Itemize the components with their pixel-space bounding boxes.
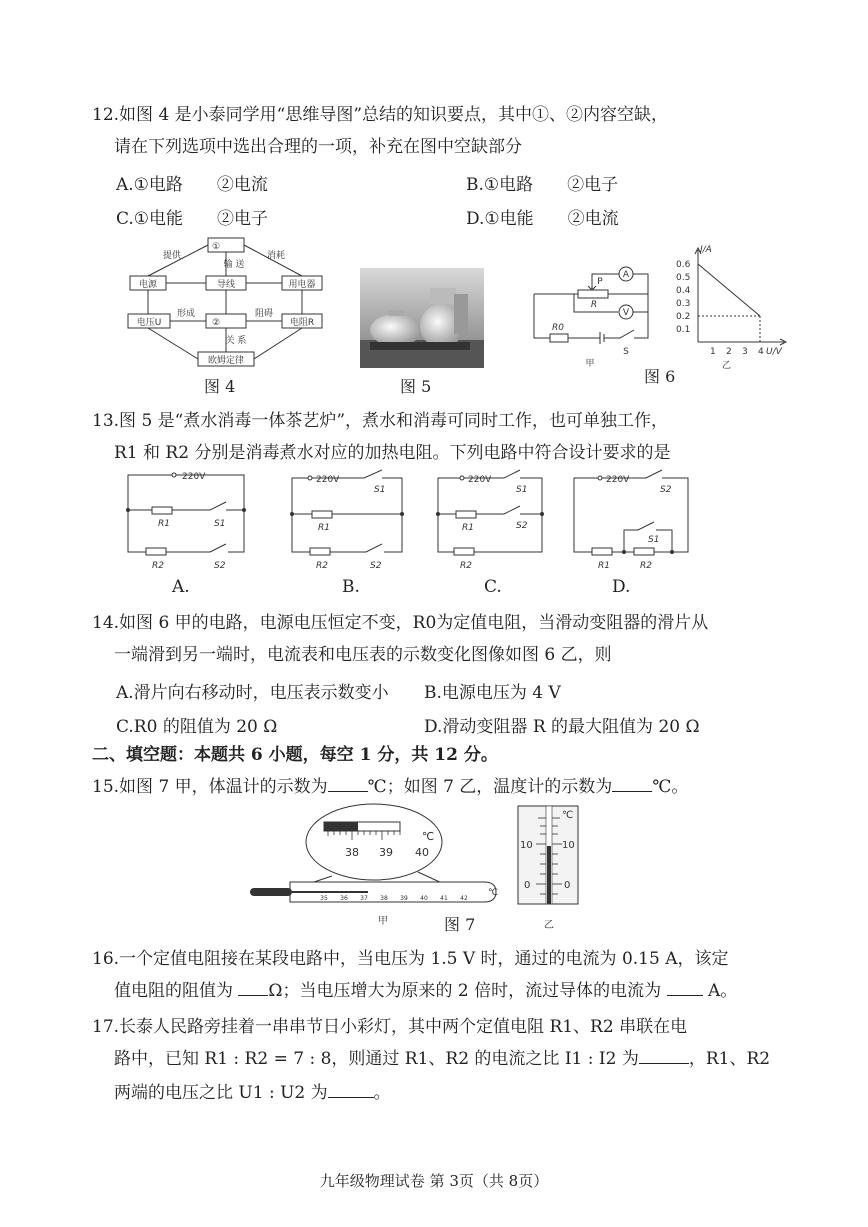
fig6-ammeter: A xyxy=(622,270,630,280)
circuit-c-r1: R1 xyxy=(462,523,474,533)
fig6-x-tick: 3 xyxy=(742,347,748,357)
fig7-small-tick: 35 xyxy=(320,895,328,902)
q12-line2: 请在下列选项中选出合理的一项，补充在图中空缺部分 xyxy=(114,137,522,157)
fig7-small-celsius: ℃ xyxy=(488,888,499,898)
q12-option-a: A.①电路 ②电流 xyxy=(116,175,268,195)
circuit-a-r1: R1 xyxy=(158,519,170,529)
fig6-yi: 乙 xyxy=(722,361,732,370)
fig6-y-tick: 0.1 xyxy=(676,325,691,335)
page-footer: 九年级物理试卷 第 3页（共 8页） xyxy=(319,1172,549,1190)
circuit-option-c xyxy=(432,468,548,578)
fig4-wire: 导线 xyxy=(216,280,236,290)
fig6-s: S xyxy=(623,347,629,357)
circuit-b-r1: R1 xyxy=(318,523,330,533)
circuit-d-s1: S1 xyxy=(648,535,660,545)
circuit-c-r2: R2 xyxy=(460,561,472,571)
fig6-r0: R0 xyxy=(552,323,564,333)
fig6-y-tick: 0.3 xyxy=(676,299,691,309)
circuit-c-label: C. xyxy=(484,577,502,597)
fig4-label: 图 4 xyxy=(204,377,236,396)
fig4-ohm: 欧姆定律 xyxy=(207,356,245,366)
fig7-zoom-celsius: ℃ xyxy=(421,830,435,843)
fig7-small-tick: 42 xyxy=(460,895,468,902)
fig6-x-axis: U/V xyxy=(766,347,782,357)
fig6-label: 图 6 xyxy=(644,367,676,386)
circuit-a-s2: S2 xyxy=(214,561,226,571)
fig4-appliance: 用电器 xyxy=(288,280,316,290)
fig4-voltage: 电压U xyxy=(136,318,162,328)
circuit-d-s2: S2 xyxy=(660,485,672,495)
circuit-b-r2: R2 xyxy=(316,561,328,571)
fig7-small-tick: 41 xyxy=(440,895,448,902)
fig4-consume: 消耗 xyxy=(266,251,286,261)
fig6-y-tick: 0.4 xyxy=(676,286,691,296)
figure-4-mind-map xyxy=(124,236,328,370)
q13-line2: R1 和 R2 分别是消毒煮水对应的加热电阻。下列电路中符合设计要求的是 xyxy=(114,443,671,463)
q14-line2: 一端滑到另一端时，电流表和电压表的示数变化图像如图 6 乙，则 xyxy=(114,645,612,665)
fig7-therm-tick-right: 0 xyxy=(564,880,571,891)
fig6-y-tick: 0.6 xyxy=(676,260,691,270)
figure-5-tea-stove-photo xyxy=(360,268,484,368)
circuit-option-b xyxy=(286,468,410,578)
circuit-a-r2: R2 xyxy=(152,561,164,571)
q16-text-a: 值电阻的阻值为 xyxy=(114,981,233,1001)
fig7-therm-celsius: ℃ xyxy=(562,810,574,821)
circuit-b-s2: S2 xyxy=(370,561,382,571)
q14-option-c: C.R0 的阻值为 20 Ω xyxy=(116,717,278,737)
circuit-c-volt: 220V xyxy=(468,475,492,485)
fig4-source: 电源 xyxy=(138,280,158,290)
q14-option-b: B.电源电压为 4 V xyxy=(424,683,561,703)
q17-text-d: 。 xyxy=(373,1083,391,1103)
fig6-p: P xyxy=(597,277,603,287)
fig7-zoom-tick: 39 xyxy=(379,846,393,859)
fig6-jia: 甲 xyxy=(585,359,595,369)
fig7-yi: 乙 xyxy=(544,920,554,931)
fig4-hinder: 阻碍 xyxy=(254,309,274,319)
circuit-b-volt: 220V xyxy=(316,475,340,485)
fig7-small-tick: 39 xyxy=(400,895,408,902)
q15-line xyxy=(92,770,688,804)
circuit-d-label: D. xyxy=(612,577,631,597)
fig6-y-tick: 0.2 xyxy=(676,312,691,322)
q12-option-c: C.①电能 ②电子 xyxy=(116,209,269,229)
fig7-small-tick: 38 xyxy=(380,895,388,902)
fig6-x-tick: 4 xyxy=(758,347,764,357)
fig4-transport: 输 送 xyxy=(223,260,245,270)
circuit-b-label: B. xyxy=(342,577,360,597)
fig7-therm-tick-left: 10 xyxy=(520,840,533,851)
figure-6-circuit xyxy=(530,262,670,370)
figure-6-graph xyxy=(672,244,792,370)
fig7-therm-tick-right: 10 xyxy=(562,840,575,851)
q16-text-c: A。 xyxy=(707,981,738,1001)
q17-blank-2[interactable] xyxy=(328,1096,374,1098)
q13-line1: 13.图 5 是“煮水消毒一体茶艺炉”，煮水和消毒可同时工作，也可单独工作， xyxy=(92,411,669,431)
q17-line1: 17.长泰人民路旁挂着一串串节日小彩灯，其中两个定值电阻 R1、R2 串联在电 xyxy=(92,1017,688,1037)
fig6-x-tick: 2 xyxy=(726,347,732,357)
q12-option-d: D.①电能 ②电流 xyxy=(466,209,619,229)
q12-option-b: B.①电路 ②电子 xyxy=(466,175,619,195)
q14-line1: 14.如图 6 甲的电路，电源电压恒定不变，R0为定值电阻，当滑动变阻器的滑片从 xyxy=(92,613,709,633)
q15-blank-2[interactable] xyxy=(612,790,652,792)
circuit-c-s1: S1 xyxy=(516,485,528,495)
q17-line3 xyxy=(114,1076,391,1110)
q15-text-a: 15.如图 7 甲，体温计的示数为 xyxy=(92,777,328,797)
fig4-box-top: ① xyxy=(211,242,221,252)
circuit-d-r1: R1 xyxy=(598,561,610,571)
q14-option-a: A.滑片向右移动时，电压表示数变小 xyxy=(116,683,389,703)
circuit-a-volt: 220V xyxy=(182,472,206,482)
q16-blank-1[interactable] xyxy=(238,994,268,996)
q12-line1: 12.如图 4 是小泰同学用“思维导图”总结的知识要点，其中①、②内容空缺， xyxy=(92,105,669,125)
circuit-d-r2: R2 xyxy=(640,561,652,571)
fig5-label: 图 5 xyxy=(400,377,432,396)
circuit-option-a xyxy=(122,468,254,578)
fig7-small-tick: 36 xyxy=(340,895,348,902)
q17-text-c: 两端的电压之比 U1 : U2 为 xyxy=(114,1083,328,1103)
fig4-resistance: 电阻R xyxy=(289,318,315,328)
q14-option-d: D.滑动变阻器 R 的最大阻值为 20 Ω xyxy=(424,717,700,737)
fig7-therm-tick-left: 0 xyxy=(524,880,531,891)
circuit-a-s1: S1 xyxy=(214,519,226,529)
q17-blank-1[interactable] xyxy=(639,1062,689,1064)
fig7-small-tick: 37 xyxy=(360,895,368,902)
circuit-option-d xyxy=(568,468,694,578)
section-2-heading: 二、填空题：本题共 6 小题，每空 1 分，共 12 分。 xyxy=(92,745,498,765)
fig7-jia: 甲 xyxy=(378,916,388,927)
fig4-box-mid: ② xyxy=(211,318,221,328)
q16-text-b: Ω；当电压增大为原来的 2 倍时，流过导体的电流为 xyxy=(268,981,662,1001)
fig4-relation: 关 系 xyxy=(225,336,247,346)
q15-blank-1[interactable] xyxy=(328,790,368,792)
figure-7-thermometer xyxy=(514,804,590,934)
q15-text-b: ℃；如图 7 乙，温度计的示数为 xyxy=(367,777,613,797)
circuit-c-s2: S2 xyxy=(516,521,528,531)
fig6-y-axis: I/A xyxy=(700,245,712,255)
fig6-voltmeter: V xyxy=(622,308,630,318)
fig7-zoom-tick: 38 xyxy=(345,846,359,859)
q17-line2 xyxy=(114,1042,770,1076)
circuit-a-label: A. xyxy=(172,577,190,597)
q17-text-a: 路中，已知 R1 : R2 = 7 : 8，则通过 R1、R2 的电流之比 I1 : I2 为 xyxy=(114,1049,639,1069)
q16-line1: 16.一个定值电阻接在某段电路中，当电压为 1.5 V 时，通过的电流为 0.15 A，该定 xyxy=(92,949,729,969)
fig4-form: 形成 xyxy=(176,309,196,319)
circuit-b-s1: S1 xyxy=(374,485,386,495)
fig4-provide: 提供 xyxy=(162,251,182,261)
fig7-zoom-tick: 40 xyxy=(415,846,429,859)
circuit-d-volt: 220V xyxy=(606,475,630,485)
fig7-small-tick: 40 xyxy=(420,895,428,902)
q17-text-b: ，R1、R2 xyxy=(688,1049,771,1069)
q16-line2 xyxy=(114,974,737,1008)
fig6-x-tick: 1 xyxy=(710,347,716,357)
fig6-r: R xyxy=(590,300,598,310)
fig7-label: 图 7 xyxy=(444,915,476,934)
q16-blank-2[interactable] xyxy=(667,994,703,996)
q15-text-c: ℃。 xyxy=(652,777,689,797)
fig6-y-tick: 0.5 xyxy=(676,273,691,283)
